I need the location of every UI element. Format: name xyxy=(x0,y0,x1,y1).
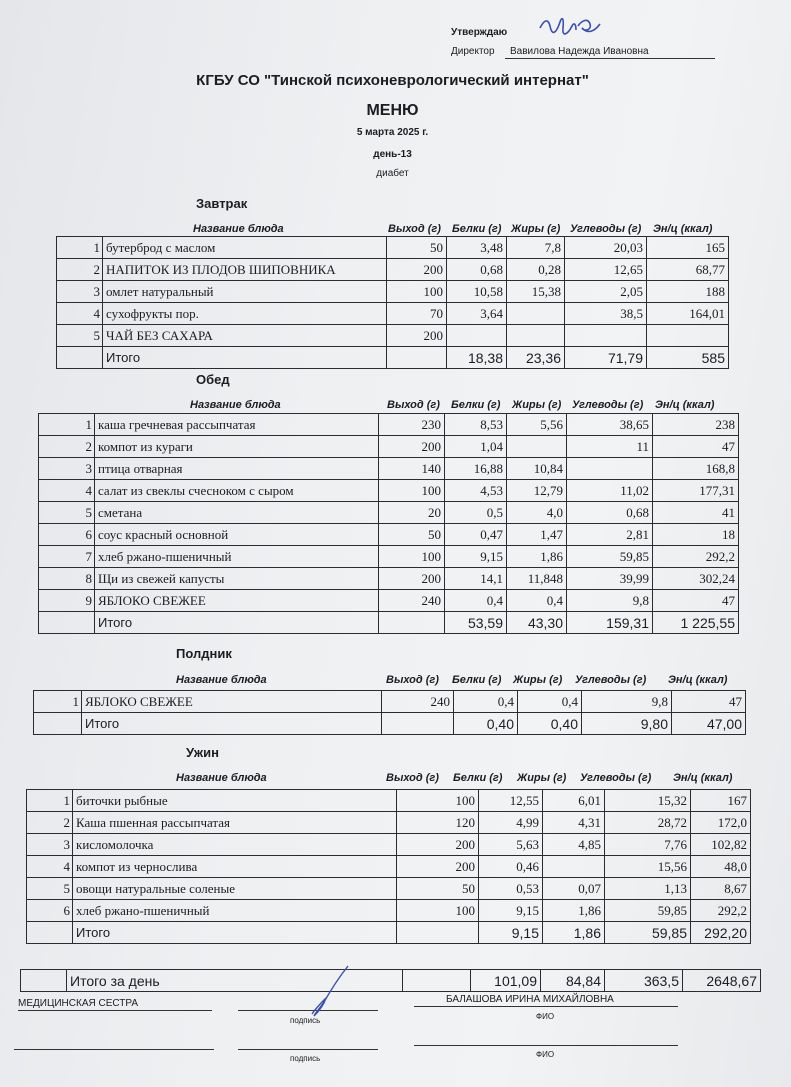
col-protein: Белки (г) xyxy=(452,223,502,235)
table-row xyxy=(39,502,739,524)
cell-num: 6 xyxy=(39,524,95,546)
cell-carbs: 12,65 xyxy=(565,259,647,281)
cell-carbs: 15,32 xyxy=(605,790,691,812)
cell-energy: 47 xyxy=(653,590,739,612)
total-carbs: 159,31 xyxy=(567,612,653,634)
sign-label-2: подпись xyxy=(290,1054,321,1063)
cell-carbs: 2,81 xyxy=(567,524,653,546)
col-yield: Выход (г) xyxy=(387,399,440,411)
breakfast-table xyxy=(56,236,729,369)
cell-energy: 177,31 xyxy=(653,480,739,502)
menu-day: день-13 xyxy=(373,149,412,160)
cell-num: 5 xyxy=(27,878,73,900)
cell-name: Щи из свежей капусты xyxy=(95,568,379,590)
cell-protein: 0,47 xyxy=(445,524,507,546)
director-signature xyxy=(536,12,604,46)
cell-num: 4 xyxy=(39,480,95,502)
col-protein: Белки (г) xyxy=(451,399,501,411)
day-total-table xyxy=(20,969,761,992)
cell-name: компот из кураги xyxy=(95,436,379,458)
cell-yield: 50 xyxy=(379,524,445,546)
cell-energy: 47 xyxy=(672,691,746,713)
cell-name: сметана xyxy=(95,502,379,524)
table-row xyxy=(34,691,746,713)
cell-carbs: 59,85 xyxy=(567,546,653,568)
table-cell xyxy=(34,713,82,735)
cell-energy: 8,67 xyxy=(691,878,751,900)
col-yield: Выход (г) xyxy=(388,223,441,235)
table-row xyxy=(27,812,751,834)
cell-protein: 14,1 xyxy=(445,568,507,590)
cell-carbs: 11,02 xyxy=(567,480,653,502)
nurse-name: БАЛАШОВА ИРИНА МИХАЙЛОВНА xyxy=(446,994,614,1005)
cell-name: сухофрукты пор. xyxy=(103,303,387,325)
section-title-lunch: Обед xyxy=(196,372,230,387)
cell-yield: 20 xyxy=(379,502,445,524)
cell-num: 2 xyxy=(27,812,73,834)
total-energy: 292,20 xyxy=(691,922,751,944)
cell-energy: 188 xyxy=(647,281,729,303)
cell-num: 1 xyxy=(39,414,95,436)
cell-protein: 0,46 xyxy=(479,856,543,878)
nurse-label: МЕДИЦИНСКАЯ СЕСТРА xyxy=(18,998,139,1009)
cell-num: 6 xyxy=(27,900,73,922)
col-energy: Эн/ц (ккал) xyxy=(653,223,713,235)
table-row xyxy=(39,436,739,458)
cell-num: 4 xyxy=(27,856,73,878)
cell-num: 9 xyxy=(39,590,95,612)
cell-protein: 4,99 xyxy=(479,812,543,834)
cell-num: 1 xyxy=(57,237,103,259)
day-total-energy: 2648,67 xyxy=(683,970,761,992)
cell-name: омлет натуральный xyxy=(103,281,387,303)
cell-carbs: 9,8 xyxy=(582,691,672,713)
cell-protein: 0,4 xyxy=(454,691,518,713)
total-row xyxy=(39,612,739,634)
cell-protein xyxy=(447,325,507,347)
cell-fat: 7,8 xyxy=(507,237,565,259)
cell-name: хлеб ржано-пшеничный xyxy=(73,900,397,922)
cell-fat xyxy=(543,856,605,878)
total-row xyxy=(57,347,729,369)
table-cell xyxy=(387,347,447,369)
cell-energy: 68,77 xyxy=(647,259,729,281)
cell-num: 2 xyxy=(39,436,95,458)
page-title: МЕНЮ xyxy=(366,102,419,119)
table-row xyxy=(27,790,751,812)
cell-name: бутерброд с маслом xyxy=(103,237,387,259)
table-cell xyxy=(39,612,95,634)
cell-fat: 12,79 xyxy=(507,480,567,502)
cell-carbs: 2,05 xyxy=(565,281,647,303)
cell-energy: 238 xyxy=(653,414,739,436)
col-name: Название блюда xyxy=(190,399,281,411)
total-label: Итого xyxy=(95,612,379,634)
col-energy: Эн/ц (ккал) xyxy=(668,674,728,686)
col-fat: Жиры (г) xyxy=(512,399,562,411)
cell-protein: 4,53 xyxy=(445,480,507,502)
col-carbs: Углеводы (г) xyxy=(580,772,652,784)
cell-fat: 10,84 xyxy=(507,458,567,480)
cell-name: птица отварная xyxy=(95,458,379,480)
cell-carbs: 59,85 xyxy=(605,900,691,922)
col-yield: Выход (г) xyxy=(386,772,439,784)
cell-energy xyxy=(647,325,729,347)
cell-carbs: 0,68 xyxy=(567,502,653,524)
cell-name: ЯБЛОКО СВЕЖЕЕ xyxy=(82,691,382,713)
cell-num: 3 xyxy=(39,458,95,480)
cell-yield: 100 xyxy=(379,546,445,568)
cell-protein: 8,53 xyxy=(445,414,507,436)
cell-protein: 3,64 xyxy=(447,303,507,325)
cell-energy: 18 xyxy=(653,524,739,546)
cell-carbs: 28,72 xyxy=(605,812,691,834)
cell-energy: 41 xyxy=(653,502,739,524)
cell-yield: 120 xyxy=(397,812,479,834)
director-line xyxy=(505,58,715,59)
cell-yield: 230 xyxy=(379,414,445,436)
cell-yield: 140 xyxy=(379,458,445,480)
cell-num: 8 xyxy=(39,568,95,590)
approve-label: Утверждаю xyxy=(451,27,508,38)
cell-carbs: 39,99 xyxy=(567,568,653,590)
cell-protein: 0,53 xyxy=(479,878,543,900)
sign-line-2 xyxy=(238,1049,378,1050)
col-name: Название блюда xyxy=(193,223,284,235)
table-cell xyxy=(403,970,471,992)
table-row xyxy=(39,590,739,612)
table-row xyxy=(57,303,729,325)
cell-yield: 200 xyxy=(397,856,479,878)
cell-name: хлеб ржано-пшеничный xyxy=(95,546,379,568)
cell-fat: 6,01 xyxy=(543,790,605,812)
cell-carbs: 15,56 xyxy=(605,856,691,878)
day-total-carbs: 363,5 xyxy=(605,970,683,992)
cell-yield: 200 xyxy=(379,568,445,590)
total-fat: 43,30 xyxy=(507,612,567,634)
cell-energy: 102,82 xyxy=(691,834,751,856)
table-cell xyxy=(382,713,454,735)
cell-energy: 168,8 xyxy=(653,458,739,480)
table-row xyxy=(39,458,739,480)
cell-name: Каша пшенная рассыпчатая xyxy=(73,812,397,834)
nurse-signature xyxy=(296,962,356,1022)
cell-energy: 48,0 xyxy=(691,856,751,878)
col-protein: Белки (г) xyxy=(453,772,503,784)
total-carbs: 59,85 xyxy=(605,922,691,944)
cell-num: 5 xyxy=(39,502,95,524)
table-row xyxy=(57,259,729,281)
cell-num: 3 xyxy=(27,834,73,856)
cell-num: 2 xyxy=(57,259,103,281)
col-carbs: Углеводы (г) xyxy=(570,223,642,235)
col-yield: Выход (г) xyxy=(386,674,439,686)
total-row xyxy=(27,922,751,944)
cell-num: 7 xyxy=(39,546,95,568)
lunch-table xyxy=(38,413,739,634)
col-protein: Белки (г) xyxy=(452,674,502,686)
col-energy: Эн/ц (ккал) xyxy=(655,399,715,411)
col-carbs: Углеводы (г) xyxy=(572,399,644,411)
cell-fat xyxy=(507,325,565,347)
cell-yield: 200 xyxy=(397,834,479,856)
cell-yield: 100 xyxy=(397,790,479,812)
total-carbs: 9,80 xyxy=(582,713,672,735)
cell-energy: 165 xyxy=(647,237,729,259)
day-total-row xyxy=(21,970,761,992)
table-row xyxy=(27,834,751,856)
cell-carbs: 20,03 xyxy=(565,237,647,259)
cell-num: 5 xyxy=(57,325,103,347)
cell-fat: 0,07 xyxy=(543,878,605,900)
table-row xyxy=(57,281,729,303)
cell-yield: 200 xyxy=(387,259,447,281)
cell-name: салат из свеклы счесноком с сыром xyxy=(95,480,379,502)
cell-energy: 302,24 xyxy=(653,568,739,590)
col-fat: Жиры (г) xyxy=(513,674,563,686)
cell-protein: 16,88 xyxy=(445,458,507,480)
table-row xyxy=(27,900,751,922)
total-fat: 0,40 xyxy=(518,713,582,735)
fio-label-1: ФИО xyxy=(536,1012,555,1021)
cell-protein: 0,68 xyxy=(447,259,507,281)
fio-label-2: ФИО xyxy=(536,1050,555,1059)
nurse-line-2 xyxy=(14,1049,214,1050)
cell-fat xyxy=(507,303,565,325)
table-row xyxy=(27,856,751,878)
total-fat: 1,86 xyxy=(543,922,605,944)
table-row xyxy=(57,237,729,259)
day-total-fat: 84,84 xyxy=(541,970,605,992)
total-label: Итого xyxy=(82,713,382,735)
cell-protein: 1,04 xyxy=(445,436,507,458)
cell-energy: 47 xyxy=(653,436,739,458)
cell-protein: 9,15 xyxy=(445,546,507,568)
cell-energy: 172,0 xyxy=(691,812,751,834)
cell-carbs xyxy=(565,325,647,347)
cell-fat: 4,31 xyxy=(543,812,605,834)
cell-yield: 240 xyxy=(382,691,454,713)
table-row xyxy=(57,325,729,347)
cell-carbs: 7,76 xyxy=(605,834,691,856)
total-protein: 53,59 xyxy=(445,612,507,634)
snack-table xyxy=(33,690,746,735)
cell-fat: 1,86 xyxy=(507,546,567,568)
cell-num: 1 xyxy=(34,691,82,713)
cell-protein: 0,5 xyxy=(445,502,507,524)
table-cell xyxy=(21,970,67,992)
cell-protein: 12,55 xyxy=(479,790,543,812)
cell-name: биточки рыбные xyxy=(73,790,397,812)
cell-energy: 167 xyxy=(691,790,751,812)
cell-energy: 292,2 xyxy=(691,900,751,922)
day-total-label: Итого за день xyxy=(67,970,403,992)
director-name: Вавилова Надежда Ивановна xyxy=(510,46,649,57)
sign-label-1: подпись xyxy=(290,1016,321,1025)
cell-protein: 3,48 xyxy=(447,237,507,259)
table-row xyxy=(39,480,739,502)
cell-name: кисломолочка xyxy=(73,834,397,856)
cell-carbs: 38,65 xyxy=(567,414,653,436)
total-label: Итого xyxy=(73,922,397,944)
total-protein: 18,38 xyxy=(447,347,507,369)
cell-name: каша гречневая рассыпчатая xyxy=(95,414,379,436)
cell-yield: 50 xyxy=(387,237,447,259)
total-row xyxy=(34,713,746,735)
director-role: Директор xyxy=(451,46,495,57)
cell-num: 1 xyxy=(27,790,73,812)
dinner-table xyxy=(26,789,751,944)
table-cell xyxy=(57,347,103,369)
cell-fat: 5,56 xyxy=(507,414,567,436)
name-line-2 xyxy=(414,1045,678,1046)
table-row xyxy=(39,546,739,568)
cell-num: 3 xyxy=(57,281,103,303)
total-fat: 23,36 xyxy=(507,347,565,369)
name-line-1 xyxy=(414,1006,678,1007)
table-cell xyxy=(397,922,479,944)
nurse-line xyxy=(18,1010,212,1011)
cell-fat: 11,848 xyxy=(507,568,567,590)
menu-date: 5 марта 2025 г. xyxy=(356,127,429,138)
total-energy: 585 xyxy=(647,347,729,369)
total-protein: 0,40 xyxy=(454,713,518,735)
cell-yield: 240 xyxy=(379,590,445,612)
col-name: Название блюда xyxy=(176,674,267,686)
col-energy: Эн/ц (ккал) xyxy=(673,772,733,784)
org-name: КГБУ СО "Тинской психоневрологический интернат" xyxy=(196,72,589,89)
cell-name: ЯБЛОКО СВЕЖЕЕ xyxy=(95,590,379,612)
cell-fat: 1,86 xyxy=(543,900,605,922)
cell-fat: 15,38 xyxy=(507,281,565,303)
cell-protein: 9,15 xyxy=(479,900,543,922)
cell-name: НАПИТОК ИЗ ПЛОДОВ ШИПОВНИКА xyxy=(103,259,387,281)
table-row xyxy=(39,568,739,590)
cell-name: компот из чернослива xyxy=(73,856,397,878)
col-name: Название блюда xyxy=(176,772,267,784)
cell-carbs: 9,8 xyxy=(567,590,653,612)
cell-fat: 0,4 xyxy=(507,590,567,612)
cell-fat: 0,4 xyxy=(518,691,582,713)
cell-carbs: 1,13 xyxy=(605,878,691,900)
menu-diet: диабет xyxy=(376,168,409,179)
total-carbs: 71,79 xyxy=(565,347,647,369)
cell-protein: 0,4 xyxy=(445,590,507,612)
cell-fat: 1,47 xyxy=(507,524,567,546)
total-energy: 47,00 xyxy=(672,713,746,735)
cell-name: овощи натуральные соленые xyxy=(73,878,397,900)
col-carbs: Углеводы (г) xyxy=(575,674,647,686)
cell-yield: 70 xyxy=(387,303,447,325)
cell-yield: 200 xyxy=(379,436,445,458)
cell-num: 4 xyxy=(57,303,103,325)
cell-carbs xyxy=(567,458,653,480)
cell-yield: 100 xyxy=(387,281,447,303)
cell-protein: 10,58 xyxy=(447,281,507,303)
cell-carbs: 11 xyxy=(567,436,653,458)
table-cell xyxy=(379,612,445,634)
total-protein: 9,15 xyxy=(479,922,543,944)
cell-fat xyxy=(507,436,567,458)
cell-yield: 100 xyxy=(379,480,445,502)
cell-energy: 164,01 xyxy=(647,303,729,325)
section-title-breakfast: Завтрак xyxy=(196,196,248,211)
day-total-protein: 101,09 xyxy=(471,970,541,992)
cell-yield: 200 xyxy=(387,325,447,347)
cell-fat: 4,0 xyxy=(507,502,567,524)
cell-yield: 50 xyxy=(397,878,479,900)
cell-fat: 4,85 xyxy=(543,834,605,856)
col-fat: Жиры (г) xyxy=(511,223,561,235)
section-title-dinner: Ужин xyxy=(186,745,219,760)
cell-fat: 0,28 xyxy=(507,259,565,281)
cell-energy: 292,2 xyxy=(653,546,739,568)
total-energy: 1 225,55 xyxy=(653,612,739,634)
cell-yield: 100 xyxy=(397,900,479,922)
cell-name: соус красный основной xyxy=(95,524,379,546)
cell-protein: 5,63 xyxy=(479,834,543,856)
table-row xyxy=(27,878,751,900)
table-cell xyxy=(27,922,73,944)
cell-carbs: 38,5 xyxy=(565,303,647,325)
table-row xyxy=(39,524,739,546)
total-label: Итого xyxy=(103,347,387,369)
table-row xyxy=(39,414,739,436)
cell-name: ЧАЙ БЕЗ САХАРА xyxy=(103,325,387,347)
col-fat: Жиры (г) xyxy=(517,772,567,784)
section-title-snack: Полдник xyxy=(176,646,232,661)
